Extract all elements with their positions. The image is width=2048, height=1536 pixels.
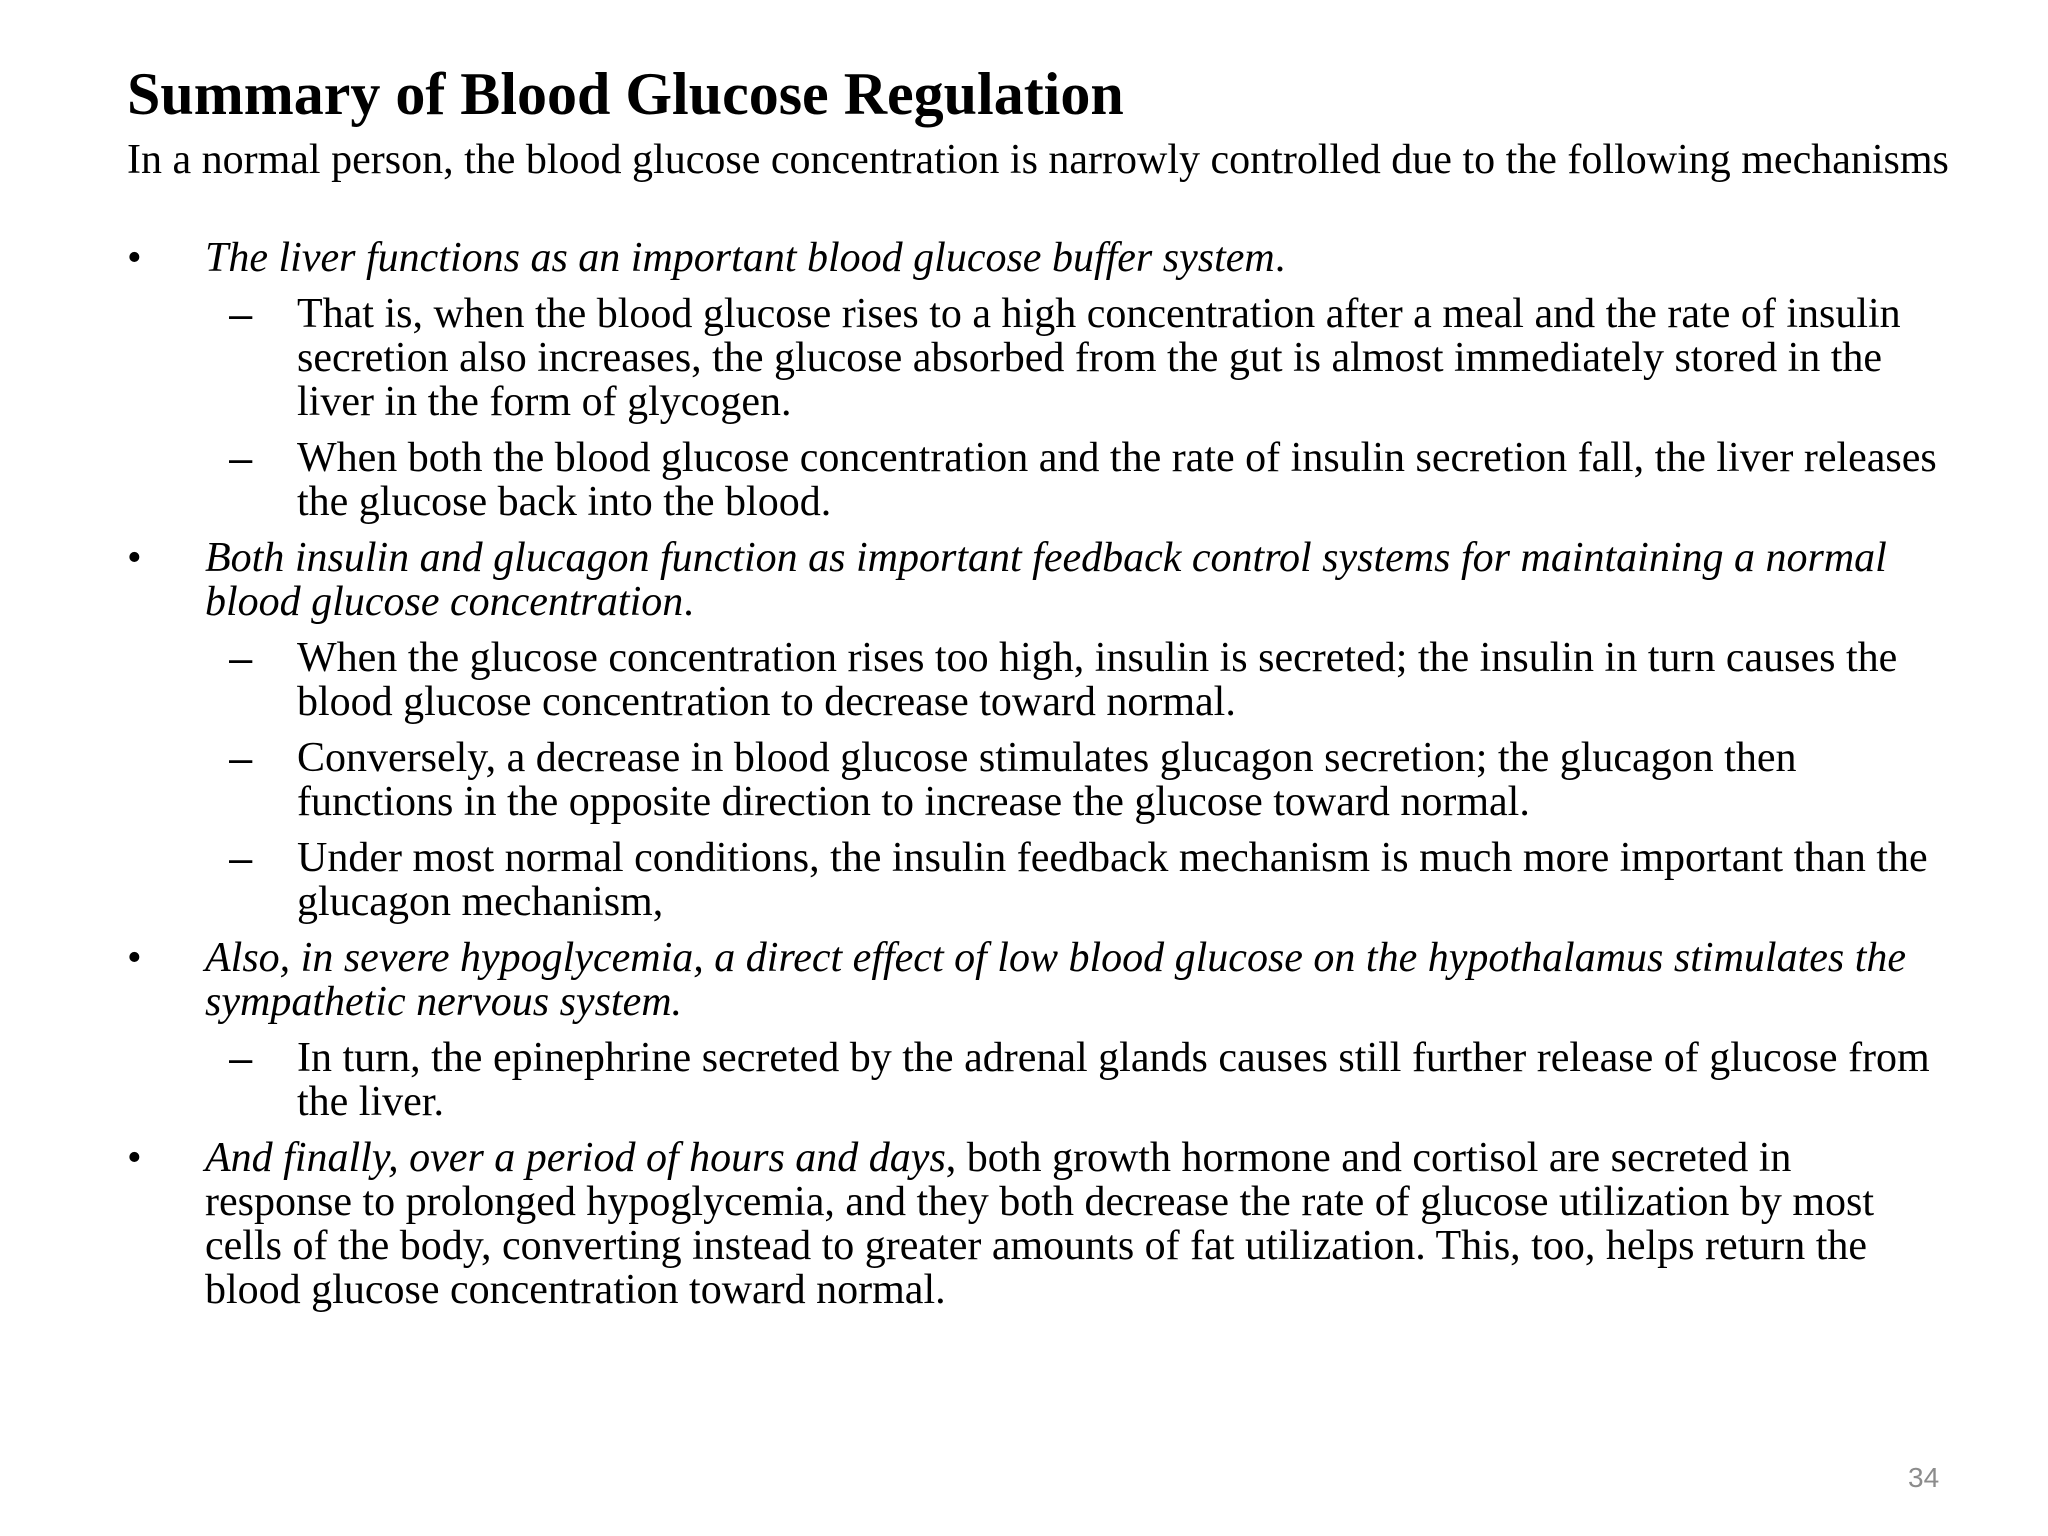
bullet-marker: • xyxy=(127,1135,142,1181)
sub-list xyxy=(205,636,1947,924)
bullet-marker: • xyxy=(127,235,142,281)
bullet-marker: • xyxy=(127,535,142,581)
sub-item xyxy=(205,1036,1947,1124)
dash-marker: – xyxy=(229,434,253,481)
bullet-text xyxy=(205,536,1947,624)
sub-item-text: Conversely, a decrease in blood glucose stimulates glucagon secretion; the glucagon then functions in the opposite direction to increase the glucose toward normal. xyxy=(297,735,1797,825)
bullet-list xyxy=(127,236,1947,1312)
sub-item-text: That is, when the blood glucose rises to a high concentration after a meal and the rate of insulin secretion also increases, the glucose absorbed from the gut is almost immediately stored in the liver in the form of glycogen. xyxy=(297,291,1901,425)
bullet-lead-italic: Both insulin and glucagon function as important feedback control systems for maintaining a normal blood glucose concentration xyxy=(205,535,1887,625)
sub-item xyxy=(205,636,1947,724)
sub-item-text: In turn, the epinephrine secreted by the adrenal glands causes still further release of glucose from the liver. xyxy=(297,1035,1930,1125)
sub-item-text: When both the blood glucose concentration and the rate of insulin secretion fall, the liver releases the glucose back into the blood. xyxy=(297,435,1937,525)
page-number: 34 xyxy=(1908,1462,1940,1493)
dash-marker: – xyxy=(229,834,253,881)
sub-list xyxy=(205,292,1947,524)
dash-marker: – xyxy=(229,290,253,337)
bullet-marker: • xyxy=(127,935,142,981)
bullet-lead-italic: And finally, over a period of hours and days xyxy=(205,1135,946,1181)
intro-paragraph: In a normal person, the blood glucose concentration is narrowly controlled due to the following mechanisms xyxy=(127,137,1949,183)
dash-marker: – xyxy=(229,1034,253,1081)
dash-marker: – xyxy=(229,634,253,681)
bullet-item-insulin-glucagon xyxy=(127,536,1947,924)
bullet-tail: . xyxy=(1274,235,1286,281)
bullet-tail: . xyxy=(683,579,694,625)
bullet-text xyxy=(205,936,1947,1024)
bullet-text xyxy=(205,236,1947,280)
sub-item xyxy=(205,736,1947,824)
bullet-lead-italic: The liver functions as an important blood glucose buffer system xyxy=(205,235,1275,281)
bullet-lead-italic: Also, in severe hypoglycemia, a direct effect of low blood glucose on the hypothalamus stimulates the sympathetic nervous system. xyxy=(205,935,1907,1025)
sub-item-text: When the glucose concentration rises too high, insulin is secreted; the insulin in turn causes the blood glucose concentration to decrease toward normal. xyxy=(297,635,1898,725)
slide-title: Summary of Blood Glucose Regulation xyxy=(127,61,1124,127)
bullet-item-liver-buffer xyxy=(127,236,1947,524)
sub-item xyxy=(205,836,1947,924)
bullet-tail: , both growth hormone and cortisol are secreted in response to prolonged hypoglycemia, and they both decrease the rate of glucose utilization by most cells of the body, converting instead to greater amounts of fat utilization. This, too, helps return the blood glucose concentration toward normal. xyxy=(205,1135,1875,1313)
sub-item xyxy=(205,436,1947,524)
bullet-text xyxy=(205,1136,1947,1312)
sub-item-text: Under most normal conditions, the insulin feedback mechanism is much more important than the glucagon mechanism, xyxy=(297,835,1928,925)
bullet-item-growth-hormone-cortisol xyxy=(127,1136,1947,1312)
sub-list xyxy=(205,1036,1947,1124)
sub-item xyxy=(205,292,1947,424)
bullet-item-hypothalamus xyxy=(127,936,1947,1124)
dash-marker: – xyxy=(229,734,253,781)
